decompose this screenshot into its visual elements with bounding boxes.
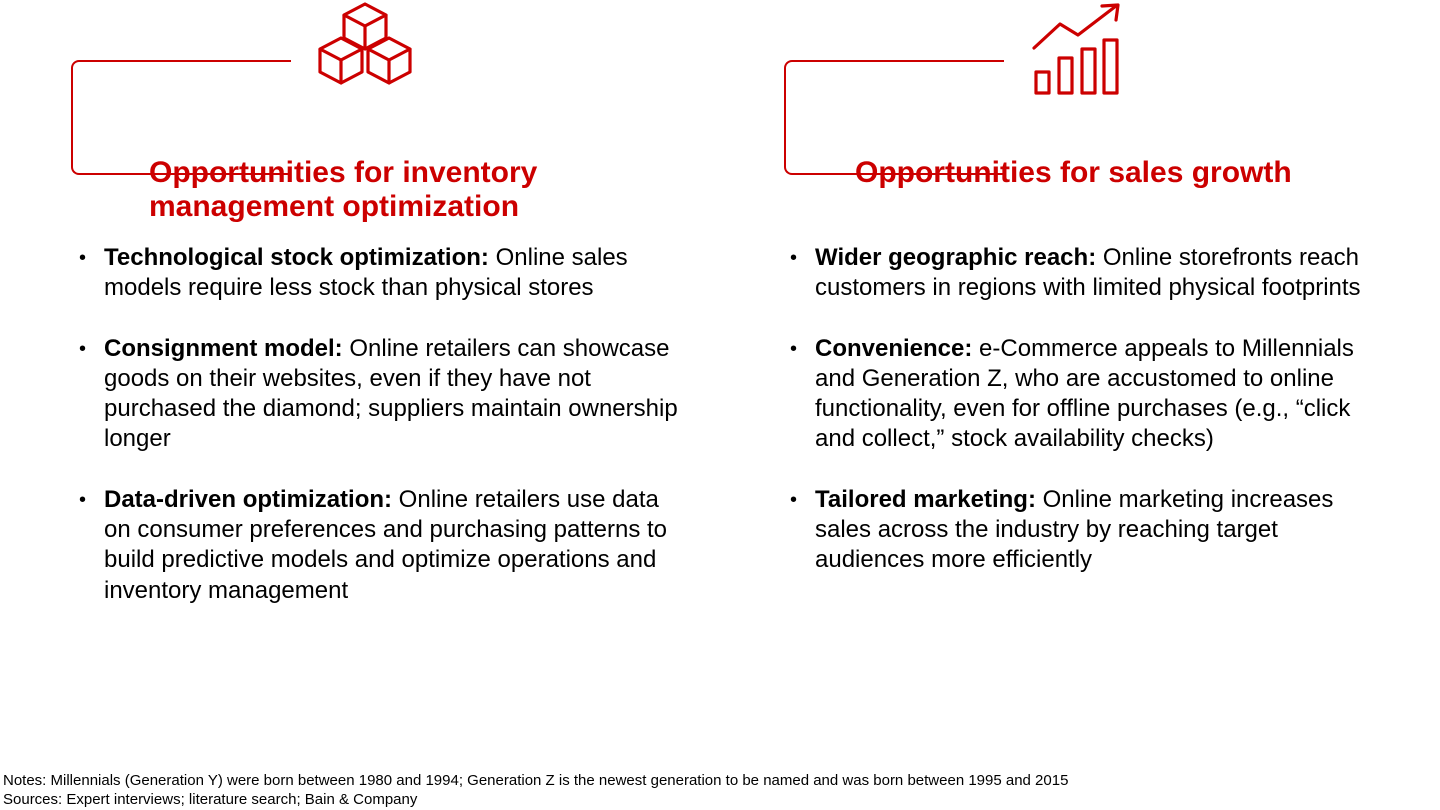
notes-text: Notes: Millennials (Generation Y) were born between 1980 and 1994; Generation Z is the newest generation to be named and was born between 1995 and 2015: [3, 772, 1069, 789]
panel-heading: [855, 156, 1292, 190]
list-item: [790, 485, 1370, 576]
heading-line-2: management optimization: [149, 190, 520, 223]
cubes-icon: [318, 2, 412, 94]
bullet-text: e-Commerce appeals to Millennials and Generation Z, who are accustomed to online functionality, even for offline purchases (e.g., “click and collect,” stock availability checks): [815, 334, 1354, 453]
bullet-term: Tailored marketing:: [815, 485, 1036, 513]
bullet-term: Convenience:: [815, 334, 973, 362]
sources-text: Sources: Expert interviews; literature search; Bain & Company: [3, 791, 418, 808]
list-item: [79, 334, 679, 455]
growth-chart-icon: [1032, 2, 1122, 96]
inventory-panel: [0, 0, 720, 740]
heading-line-1: Opportunities for inventory: [149, 156, 538, 189]
bullet-list: [79, 243, 679, 636]
bullet-text: Online retailers use data on consumer preferences and purchasing patterns to build predictive models and optimize operations and inventory management: [104, 485, 668, 604]
list-item: [79, 485, 679, 606]
heading-line-1: Opportunities for sales growth: [855, 156, 1292, 189]
bullet-term: Data-driven optimization:: [104, 485, 393, 513]
bullet-term: Wider geographic reach:: [815, 244, 1097, 271]
list-item: [79, 243, 679, 304]
bullet-text: Online retailers can showcase goods on their websites, even if they have not purchased the diamond; suppliers maintain ownership longer: [104, 334, 678, 453]
bullet-term: Consignment model:: [104, 334, 343, 362]
footnotes: [3, 771, 1068, 809]
bullet-list: [790, 243, 1370, 606]
panel-heading: [149, 156, 537, 224]
bullet-text: Online storefronts reach customers in regions with limited physical footprints: [815, 244, 1361, 302]
bullet-text: Online sales models require less stock than physical stores: [104, 244, 628, 302]
sales-growth-panel: [720, 0, 1440, 740]
list-item: [790, 334, 1370, 455]
list-item: [790, 243, 1370, 304]
bullet-text: Online marketing increases sales across the industry by reaching target audiences more efficiently: [815, 485, 1334, 574]
bullet-term: Technological stock optimization:: [104, 244, 489, 271]
